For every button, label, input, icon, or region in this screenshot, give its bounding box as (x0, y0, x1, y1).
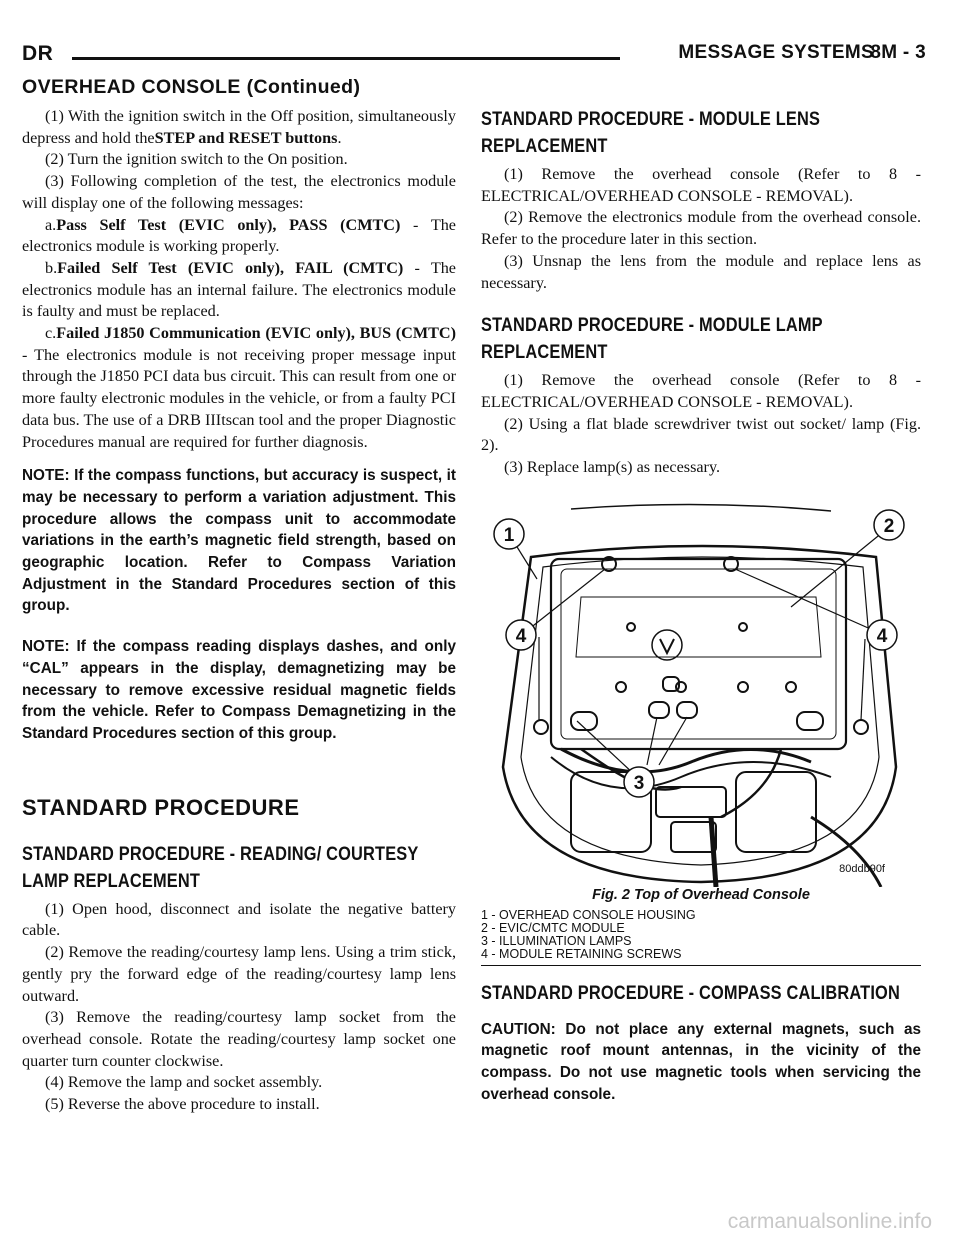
reading-step-1: (1) Open hood, disconnect and isolate the negative battery cable. (22, 899, 456, 940)
reading-step-5: (5) Reverse the above procedure to install. (45, 1095, 320, 1114)
message-a-paragraph (22, 215, 456, 258)
legend-item: 4 - MODULE RETAINING SCREWS (481, 946, 682, 961)
lens-step-3: (3) Unsnap the lens from the module and replace lens as necessary. (481, 251, 921, 292)
message-b-text: - The electronics module has an internal failure. The electronics module is faulty and must be replaced. (22, 258, 456, 321)
header-section-title: MESSAGE SYSTEMS (678, 42, 874, 63)
callout-3: 3 (633, 772, 645, 794)
legend-item: 3 - ILLUMINATION LAMPS (481, 933, 632, 948)
callout-4-left: 4 (515, 625, 527, 647)
standard-procedure-heading: STANDARD PROCEDURE (22, 794, 300, 820)
module-lamp-heading: STANDARD PROCEDURE - MODULE LAMP REPLACEMENT (481, 314, 823, 364)
compass-calibration-heading: STANDARD PROCEDURE - COMPASS CALIBRATION (481, 981, 900, 1004)
overhead-console-illustration (481, 487, 921, 887)
legend-item: 2 - EVIC/CMTC MODULE (481, 920, 625, 935)
left-column (22, 106, 456, 1116)
step-1-paragraph (22, 106, 456, 149)
caution-magnets: CAUTION: Do not place any external magnets, such as magnetic roof mount antennas, in the vicinity of the compass. Do not use magnetic tools when servicing the overhead console. (481, 1020, 921, 1103)
figure-code: 80ddb90f (839, 862, 885, 875)
figure-legend (481, 909, 921, 966)
message-a-text: - The electronics module is working properly. (22, 215, 456, 256)
message-c-text-end: scan tool and the proper Diagnostic Procedures manual are required for further diagnosis. (22, 410, 456, 451)
lamp-step-1: (1) Remove the overhead console (Refer to 8 - ELECTRICAL/OVERHEAD CONSOLE - REMOVAL). (481, 371, 921, 411)
message-c-paragraph (22, 323, 456, 453)
callout-1: 1 (503, 524, 515, 546)
module-lens-heading: STANDARD PROCEDURE - MODULE LENS REPLACEMENT (481, 108, 821, 157)
message-c-prefix: c. (45, 324, 57, 343)
message-c-text: - The electronics module is not receiving proper message input through the J1850 PCI data bus circuit. This can result from one or more faulty electronic modules in the vehicle, or from a faulty PCI data bus. The use of a DRB III (22, 345, 456, 429)
step-1-keyword: STEP and RESET buttons (154, 128, 338, 147)
message-b-prefix: b. (45, 258, 58, 277)
header-vehicle-code: DR (22, 42, 54, 65)
legend-item: 1 - OVERHEAD CONSOLE HOUSING (481, 907, 696, 922)
continued-heading: OVERHEAD CONSOLE (Continued) (22, 76, 361, 98)
message-c-keyword: Failed J1850 Communication (EVIC only), BUS (CMTC) (56, 324, 456, 343)
reading-lamp-heading: STANDARD PROCEDURE - READING/ COURTESY LAMP REPLACEMENT (22, 842, 419, 892)
overhead-console-figure (481, 487, 921, 887)
reading-step-4: (4) Remove the lamp and socket assembly. (45, 1073, 323, 1092)
callout-2: 2 (883, 515, 895, 537)
message-a-prefix: a. (45, 215, 57, 234)
lens-step-1: (1) Remove the overhead console (Refer to 8 - ELECTRICAL/OVERHEAD CONSOLE - REMOVAL). (481, 165, 921, 205)
message-b-keyword: Failed Self Test (EVIC only), FAIL (CMTC) (57, 258, 404, 277)
step-1-text: (1) With the ignition switch in the Off position, simultaneously depress and hold the (22, 107, 456, 147)
step-3-paragraph: (3) Following completion of the test, the electronics module will display one of the following messages: (22, 172, 456, 212)
note-compass-variation: NOTE: If the compass functions, but accuracy is suspect, it may be necessary to perform a variation adjustment. This procedure allows the compass unit to accommodate variations in the earth’s magnetic field strength, based on geographic location. Refer to Compass Variation Adjustment in the Standard Procedures section of this group. (22, 467, 456, 615)
message-b-paragraph (22, 258, 456, 323)
trademark-mark: t (221, 410, 226, 429)
note-compass-demagnetize: NOTE: If the compass reading displays dashes, and only “CAL” appears in the display, demagnetizing may be necessary to remove excessive residual magnetic fields from the vehicle. Refer to Compass Demagnetizing in the Standard Procedures section of this group. (22, 638, 456, 742)
header-rule (72, 57, 620, 60)
message-a-keyword: Pass Self Test (EVIC only), PASS (CMTC) (56, 215, 401, 234)
figure-caption: Fig. 2 Top of Overhead Console (592, 886, 810, 903)
callout-4-right: 4 (876, 625, 888, 647)
step-1-end: . (337, 128, 342, 147)
watermark: carmanualsonline.info (727, 1210, 932, 1233)
header-page-number: 8M - 3 (870, 42, 926, 63)
right-column (481, 106, 921, 1106)
lamp-step-3: (3) Replace lamp(s) as necessary. (504, 458, 721, 477)
lamp-step-2: (2) Using a flat blade screwdriver twist out socket/ lamp (Fig. 2). (481, 414, 921, 455)
lens-step-2: (2) Remove the electronics module from the overhead console. Refer to the procedure later in this section. (481, 208, 921, 249)
step-2-paragraph: (2) Turn the ignition switch to the On position. (45, 150, 348, 169)
reading-step-3: (3) Remove the reading/courtesy lamp socket from the overhead console. Rotate the reading/courtesy lamp socket one quarter turn counter clockwise. (22, 1008, 456, 1070)
reading-step-2: (2) Remove the reading/courtesy lamp lens. Using a trim stick, gently pry the forward edge of the reading/courtesy lamp lens outward. (22, 943, 456, 1005)
